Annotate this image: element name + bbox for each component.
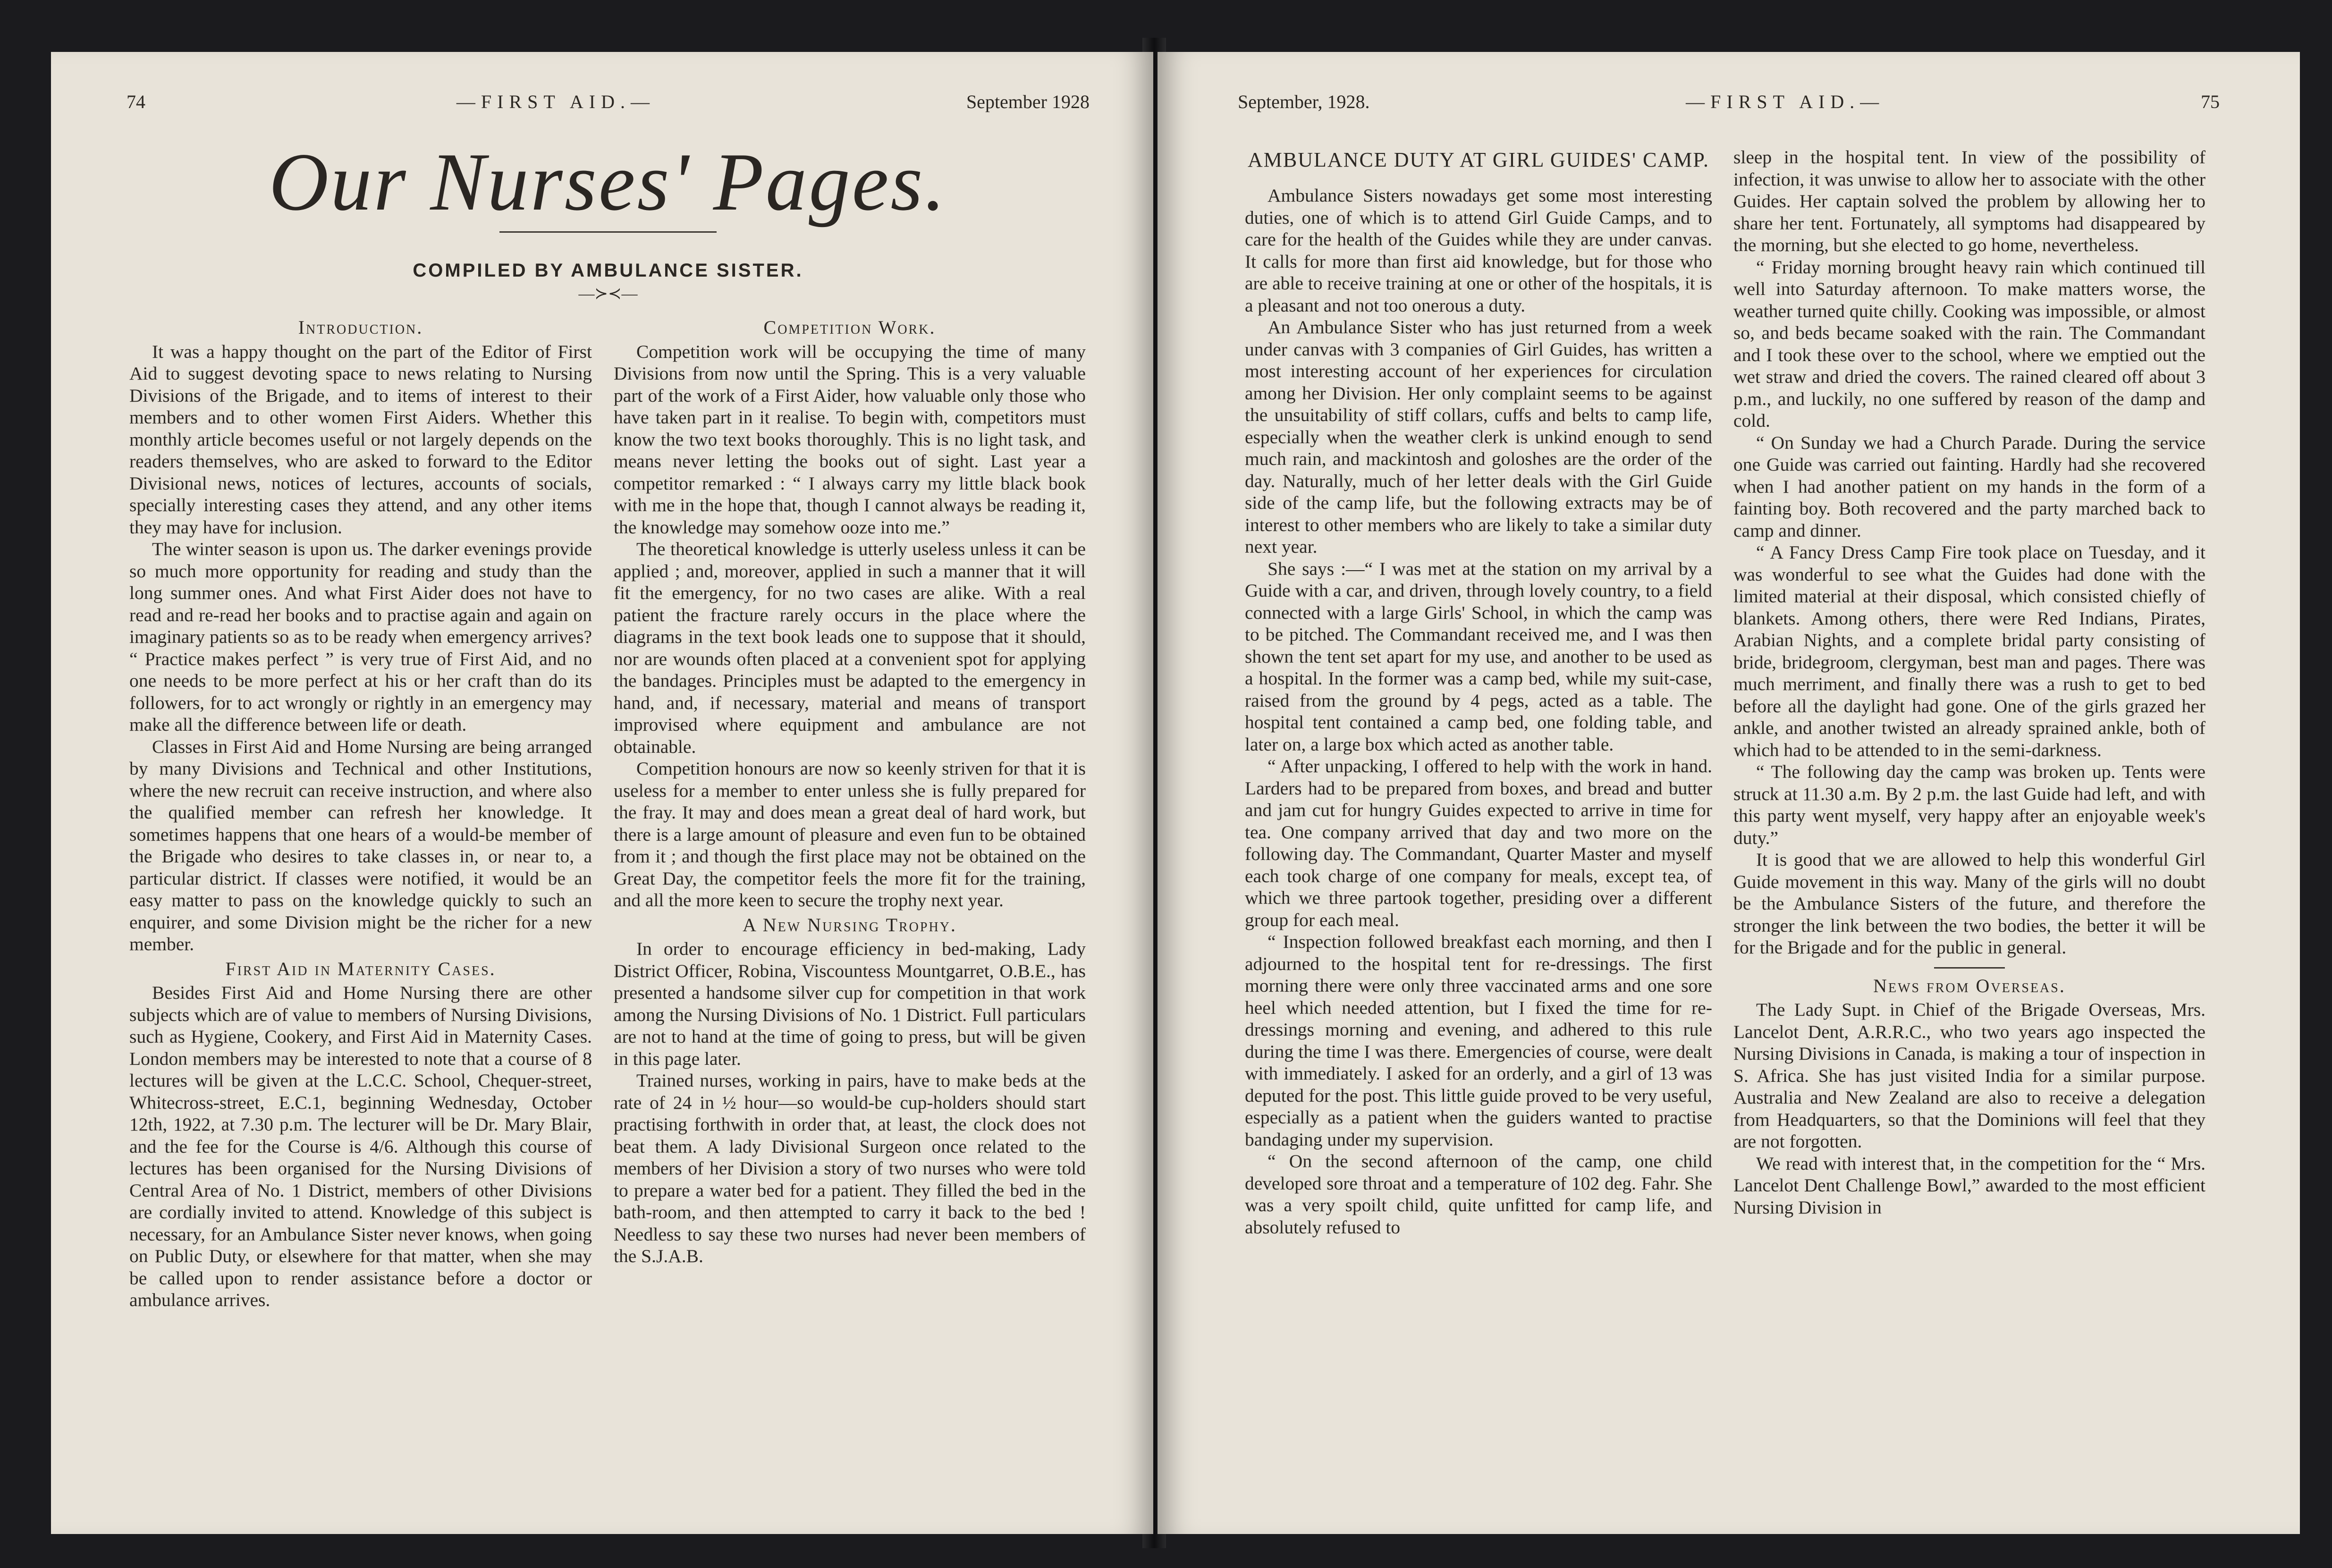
paragraph: Trained nurses, working in pairs, have to make beds at the rate of 24 in ½ hour—so would-be cup-holders should start practising forthwith in order that, at least, the clock does not beat them. A lady Divisional Surgeon once related to the members of her Division a story of two nurses who were told to prepare a water bed for a patient. They filled the bed in the bath-room, and then attempted to carry it back to the bed ! Needless to say these two nurses had never been members of the S.J.A.B. <box>614 1070 1086 1266</box>
paragraph: It is good that we are allowed to help this wonderful Girl Guide movement in this way. Many of the girls will no doubt be the Ambulance Sisters of the future, and therefore the stronger the link between the two bodies, the better it will be for the Brigade and for the public in general. <box>1733 849 2205 958</box>
paragraph: Ambulance Sisters nowadays get some most interesting duties, one of which is to attend Girl Guide Camps, and to care for the health of the Guides while they are under canvas. It calls for more than first aid knowledge, but for those who are able to receive training at one or other of the hospitals, it is a pleasant and not too onerous a duty. <box>1245 185 1712 316</box>
paragraph: “ A Fancy Dress Camp Fire took place on Tuesday, and it was wonderful to see what the Guides had done with the limited material at their disposal, which consisted chiefly of blankets. Among others, there were Red Indians, Pirates, Arabian Nights, and a complete bridal party consisting of bride, bridegroom, clergyman, best man and pages. There was much merriment, and finally there was a rush to get to bed before all the daylight had gone. One of the girls grazed her ankle, and another twisted an already sprained ankle, both of which had to be attended to in the semi-darkness. <box>1733 542 2205 760</box>
page-title: Our Nurses' Pages. <box>269 136 947 228</box>
section-title-block <box>127 132 1090 303</box>
paragraph: “ On Sunday we had a Church Parade. During the service one Guide was carried out fainting. Hardly had she recovered when I had another patient on my hands in the form of a fainting boy. Both recovered and the party marched back to camp and dinner. <box>1733 432 2205 541</box>
article-column <box>1245 149 1712 1238</box>
paragraph: She says :—“ I was met at the station on my arrival by a Guide with a car, and driven, through lovely country, to a field connected with a large Girls' School, in which the camp was to be pitched. The Commandant received me, and I was then shown the tent set apart for my use, and another to be used as a hospital. In the former was a camp bed, while my suit-case, raised from the ground by 4 pegs, acted as a table. The hospital tent contained a camp bed, one folding table, and later on, a large box which acted as another table. <box>1245 558 1712 755</box>
paragraph: “ On the second afternoon of the camp, one child developed sore throat and a temperature of 102 deg. Fahr. She was a very spoilt child, quite unfitted for camp life, and absolutely refused to <box>1245 1151 1712 1238</box>
masthead: —FIRST AID.— <box>1686 91 1885 112</box>
section-heading: News from Overseas. <box>1873 975 2066 996</box>
paragraph: Classes in First Aid and Home Nursing are being arranged by many Divisions and Technical and other Institutions, where the new recruit can receive instruction, and where also the qualified member can refresh her knowledge. It sometimes happens that one hears of a would-be member of the Brigade who desires to take classes in, or near to, a particular district. If classes were notified, it would be an easy matter to pass on the knowledge quickly to such an enquirer, and some Division might be the richer for a new member. <box>129 736 592 954</box>
right-page <box>1158 52 2300 1534</box>
paragraph: It was a happy thought on the part of the Editor of First Aid to suggest devoting space to news relating to Nursing Divisions of the Brigade, and to items of interest to their members and to other women First Aiders. Whether this monthly article becomes useful or not largely depends on the readers themselves, who are asked to forward to the Editor Divisional news, notices of lectures, accounts of socials, specially interesting cases they attend, and any other items they may have for inclusion. <box>129 341 592 538</box>
page-number: 74 <box>127 91 145 112</box>
paragraph: We read with interest that, in the competition for the “ Mrs. Lancelot Dent Challenge Bowl,” awarded to the most efficient Nursing Division in <box>1733 1153 2205 1218</box>
article-title: AMBULANCE DUTY AT GIRL GUIDES' CAMP. <box>1248 148 1709 171</box>
section-heading: First Aid in Maternity Cases. <box>225 958 496 979</box>
issue-date: September, 1928. <box>1238 91 1370 112</box>
article-column <box>1733 146 2205 1218</box>
ornament-divider: —≻≺— <box>578 285 638 303</box>
section-heading: Introduction. <box>298 317 423 338</box>
paragraph: “ After unpacking, I offered to help with the work in hand. Larders had to be prepared from boxes, and bread and butter and jam cut for hungry Guides expected to arrive in time for tea. One company arrived that day and two more on the following day. The Commandant, Quarter Master and myself each took charge of one company for meals, except tea, of which we three partook together, presiding over a different group for each meal. <box>1245 756 1712 930</box>
paragraph: Competition honours are now so keenly striven for that it is useless for a member to enter unless she is fully prepared for the fray. It may and does mean a great deal of hard work, but there is a large amount of pleasure and even fun to be obtained from it ; and though the first place may not be obtained on the Great Day, the competitor feels the more fit for the training, and all the more keen to secure the trophy next year. <box>614 758 1086 910</box>
paragraph: sleep in the hospital tent. In view of the possibility of infection, it was unwise to allow her to associate with the other Guides. Her captain solved the problem by allowing her to share her tent. Fortunately, all symptoms had disappeared by the morning, but she elected to go home, nevertheless. <box>1733 147 2205 255</box>
masthead: —FIRST AID.— <box>456 91 656 112</box>
paragraph: “ The following day the camp was broken up. Tents were struck at 11.30 a.m. By 2 p.m. the last Guide had left, and with this party went myself, very happy after an enjoyable week's duty.” <box>1733 761 2205 848</box>
page-number: 75 <box>2200 91 2220 112</box>
paragraph: Competition work will be occupying the time of many Divisions from now until the Spring. This is a very valuable part of the work of a First Aider, how valuable only those who have taken part in it realise. To begin with, competitors must know the two text books thoroughly. This is no light task, and means never letting the books out of sight. Last year a competitor remarked : “ I always carry my little black book with me in the hope that, though I cannot always be reading it, the knowledge may somehow ooze into me.” <box>614 341 1086 538</box>
paragraph: The Lady Supt. in Chief of the Brigade Overseas, Mrs. Lancelot Dent, A.R.R.C., who two years ago inspected the Nursing Divisions in Canada, is making a tour of inspection in S. Africa. She has just visited India for a similar purpose. Australia and New Zealand are also to receive a delegation from Headquarters, so that the Dominions will feel that they are not forgotten. <box>1733 999 2205 1152</box>
article-column <box>129 314 592 1311</box>
paragraph: Besides First Aid and Home Nursing there are other subjects which are of value to members of Nursing Divisions, such as Hygiene, Cookery, and First Aid in Maternity Cases. London members may be interested to note that a course of 8 lectures will be given at the L.C.C. School, Chequer-street, Whitecross-street, E.C.1, beginning Wednesday, October 12th, 1922, at 7.30 p.m. The lecturer will be Dr. Mary Blair, and the fee for the Course is 4/6. Although this course of lectures has been organised for the Nursing Divisions of Central Area of No. 1 District, members of other Divisions are cordially invited to attend. Knowledge of this subject is necessary, for an Ambulance Sister never knows, when going on Public Duty, or elsewhere for that matter, when she may be called upon to render assistance before a doctor or ambulance arrives. <box>129 982 592 1310</box>
paragraph: The winter season is upon us. The darker evenings provide so much more opportunity for reading and study than the long summer ones. And what First Aider does not have to read and re-read her books and to practise again and again on imaginary patients so as to be ready when emergency arrives? “ Practice makes perfect ” is very true of First Aid, and no one needs to be more perfect at his or her craft than do its followers, for to act wrongly or rightly in an emergency may make all the difference between life or death. <box>129 539 592 735</box>
article-column <box>614 314 1086 1267</box>
paragraph: “ Friday morning brought heavy rain which continued till well into Saturday afternoon. To make matters worse, the weather turned quite chilly. Cooking was impossible, or almost so, and beds became soaked with the rain. The Commandant and I took these over to the school, where we emptied out the wet straw and dried the covers. The rained cleared off about 3 p.m., and luckily, no one suffered by reason of the damp and cold. <box>1733 256 2205 431</box>
title-underline <box>499 231 717 233</box>
paragraph: An Ambulance Sister who has just returned from a week under canvas with 3 companies of Girl Guides, has written a most interesting account of her experiences for circulation among her Division. Her only complaint seems to be against the unsuitability of stiff collars, cuffs and belts to camp life, especially when the weather clerk is unkind enough to send much rain, and mackintosh and goloshes are the order of the day. Naturally, much of her letter deals with the Girl Guide side of the camp life, but the following extracts may be of interest to other members who are likely to take a similar duty next year. <box>1245 317 1712 557</box>
section-heading: A New Nursing Trophy. <box>743 914 957 936</box>
left-page-header <box>127 87 1090 116</box>
paragraph: In order to encourage efficiency in bed-making, Lady District Officer, Robina, Viscountess Mountgarret, O.B.E., has presented a handsome silver cup for competition in that work among the Nursing Divisions of No. 1 District. Full particulars are not to hand at the time of going to press, but will be given in this page later. <box>614 938 1086 1069</box>
byline: COMPILED BY AMBULANCE SISTER. <box>413 260 803 281</box>
section-heading: Competition Work. <box>763 317 936 338</box>
left-page <box>51 52 1153 1534</box>
section-divider <box>1934 967 2005 969</box>
paragraph: “ Inspection followed breakfast each morning, and then I adjourned to the hospital tent for re-dressings. The first morning there were only three vaccinated arms and one sore heel which needed attention, but I fixed the time for re-dressings morning and evening, and adhered to this rule during the time I was there. Emergencies of course, were dealt with immediately. I asked for an orderly, and a girl of 13 was deputed for the post. This little guide proved to be very useful, especially as a patient when the guiders wanted to practise bandaging under my supervision. <box>1245 931 1712 1150</box>
issue-date: September 1928 <box>966 91 1090 112</box>
right-page-header <box>1238 87 2220 116</box>
paragraph: The theoretical knowledge is utterly useless unless it can be applied ; and, moreover, applied in such a manner that it will fit the emergency, for no two cases are alike. With a real patient the fracture rarely occurs in the place where the diagrams in the text book leads one to suppose that it should, nor are wounds often placed at a convenient spot for applying the bandages. Principles must be adapted to the emergency in hand, and, if necessary, material and means of transport improvised where equipment and ambulance are not obtainable. <box>614 539 1086 757</box>
